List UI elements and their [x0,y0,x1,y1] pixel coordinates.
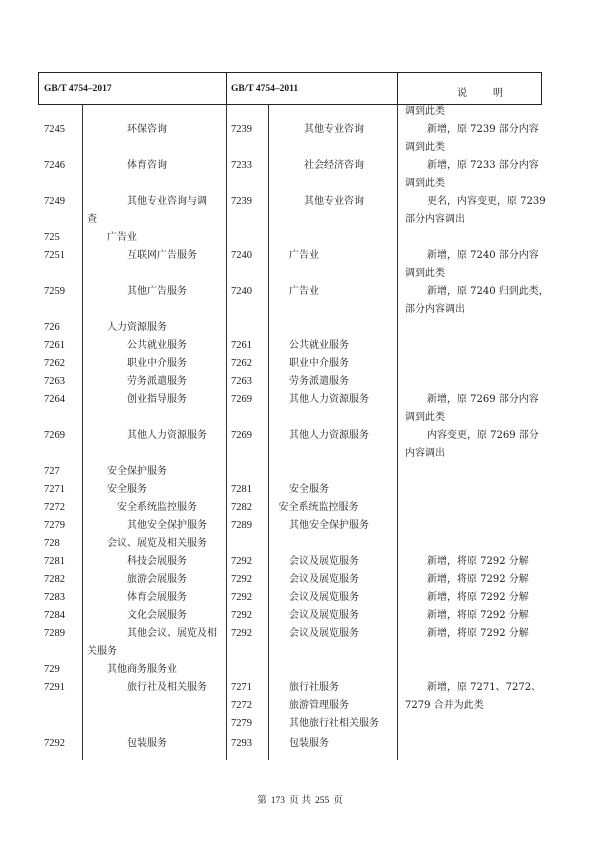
note: 内容调出 [405,448,445,459]
name-2011: 安全服务 [289,484,329,495]
code-2011: 7239 [231,124,252,135]
code-2017: 7251 [44,250,65,261]
note: 新增，原 7271、7272、 [427,682,542,693]
name-2011: 其他旅行社相关服务 [289,718,379,729]
name-2011: 旅行社服务 [289,682,339,693]
code-2011: 7272 [231,700,252,711]
name-2017: 其他会议、展览及相 [127,628,217,639]
name-2011: 劳务派遣服务 [289,376,349,387]
code-2011: 7279 [231,718,252,729]
note: 内容变更，原 7269 部分 [427,430,539,441]
name-2011: 会议及展览服务 [289,592,359,603]
column-divider [268,105,269,760]
name-2011: 职业中介服务 [289,358,349,369]
code-2017: 725 [44,232,60,243]
name-2017: 劳务派遣服务 [127,376,187,387]
name-2017: 体育会展服务 [127,592,187,603]
name-2011: 包装服务 [289,738,329,749]
code-2017: 7289 [44,628,65,639]
code-2017: 729 [44,664,60,675]
note: 调到此类 [405,178,445,189]
name-2017: 会议、展览及相关服务 [107,538,207,549]
note: 调到此类 [405,412,445,423]
code-2011: 7282 [231,502,252,513]
code-2011: 7289 [231,520,252,531]
name-2017: 其他广告服务 [127,286,187,297]
name-2011: 公共就业服务 [289,340,349,351]
code-2017: 7283 [44,592,65,603]
note: 新增，将原 7292 分解 [427,628,529,639]
code-2017: 7282 [44,574,65,585]
name-2011: 社会经济咨询 [304,160,364,171]
note: 调到此类 [405,106,445,117]
code-2011: 7262 [231,358,252,369]
footer-page-number: 173 [270,796,285,806]
code-2017: 7269 [44,430,65,441]
name-2011: 会议及展览服务 [289,610,359,621]
code-2011: 7269 [231,394,252,405]
note: 新增，将原 7292 分解 [427,556,529,567]
name-2017: 文化会展服务 [127,610,187,621]
name-2017: 互联网广告服务 [127,250,197,261]
code-2017: 7281 [44,556,65,567]
code-2011: 7292 [231,556,252,567]
name-2011: 会议及展览服务 [289,628,359,639]
name-2017: 广告业 [107,232,137,243]
note: 新增，原 7269 部分内容 [427,394,539,405]
note: 新增，原 7240 归到此类， [427,286,549,297]
name-2011: 其他专业咨询 [304,196,364,207]
code-2017: 7292 [44,738,65,749]
name-2011: 其他人力资源服务 [289,394,369,405]
name-2011: 会议及展览服务 [289,556,359,567]
code-2017: 726 [44,322,60,333]
note: 调到此类 [405,268,445,279]
code-2011: 7263 [231,376,252,387]
code-2011: 7281 [231,484,252,495]
code-2011: 7239 [231,196,252,207]
code-2011: 7292 [231,592,252,603]
name-2017: 创业指导服务 [127,394,187,405]
name-2011: 其他人力资源服务 [289,430,369,441]
name-2017: 安全系统监控服务 [117,502,197,513]
footer-pre: 第 [257,795,267,806]
note: 部分内容调出 [405,214,465,225]
code-2017: 7261 [44,340,65,351]
name-2011: 广告业 [289,250,319,261]
name-2011: 会议及展览服务 [289,574,359,585]
name-2017: 关服务 [87,646,117,657]
code-2017: 7262 [44,358,65,369]
name-2017: 公共就业服务 [127,340,187,351]
code-2011: 7240 [231,250,252,261]
name-2011: 其他专业咨询 [304,124,364,135]
code-2017: 7246 [44,160,65,171]
code-2011: 7240 [231,286,252,297]
code-2011: 7271 [231,682,252,693]
name-2011: 旅游管理服务 [289,700,349,711]
name-2017: 其他专业咨询与调 [127,196,207,207]
footer-mid: 页 共 [288,795,312,806]
footer-total-pages: 255 [315,796,330,806]
code-2017: 728 [44,538,60,549]
note: 新增，将原 7292 分解 [427,592,529,603]
note: 新增，原 7240 部分内容 [427,250,539,261]
header-divider [397,72,398,105]
code-2011: 7292 [231,574,252,585]
code-2011: 7292 [231,628,252,639]
code-2011: 7233 [231,160,252,171]
name-2017: 安全服务 [107,484,147,495]
name-2017: 其他人力资源服务 [127,430,207,441]
name-2017: 旅行社及相关服务 [127,682,207,693]
column-divider [226,105,227,760]
name-2017: 人力资源服务 [107,322,167,333]
code-2017: 7249 [44,196,65,207]
note: 新增，将原 7292 分解 [427,574,529,585]
name-2017: 环保咨询 [127,124,167,135]
code-2017: 7279 [44,520,65,531]
note: 新增，原 7233 部分内容 [427,160,539,171]
name-2011: 其他安全保护服务 [289,520,369,531]
header-note: 说明 [457,88,529,99]
name-2011: 安全系统监控服务 [278,502,359,513]
name-2017: 其他安全保护服务 [127,520,207,531]
code-2011: 7293 [231,738,252,749]
name-2011: 广告业 [289,286,319,297]
code-2017: 7263 [44,376,65,387]
code-2017: 7245 [44,124,65,135]
header-divider [226,72,227,105]
name-2017: 查 [87,214,97,225]
code-2011: 7269 [231,430,252,441]
code-2017: 7272 [44,502,65,513]
name-2017: 其他商务服务业 [107,664,177,675]
name-2017: 科技会展服务 [127,556,187,567]
code-2017: 7264 [44,394,65,405]
footer-post: 页 [333,795,343,806]
note: 调到此类 [405,142,445,153]
code-2011: 7292 [231,610,252,621]
code-2011: 7261 [231,340,252,351]
header-gb2011: GB/T 4754–2011 [231,84,299,94]
note: 新增，将原 7292 分解 [427,610,529,621]
name-2017: 安全保护服务 [107,466,167,477]
name-2017: 包装服务 [127,738,167,749]
note: 新增，原 7239 部分内容 [427,124,539,135]
header-gb2017: GB/T 4754–2017 [44,84,112,94]
code-2017: 727 [44,466,60,477]
name-2017: 体育咨询 [127,160,167,171]
name-2017: 旅游会展服务 [127,574,187,585]
note: 7279 合并为此类 [405,700,484,711]
code-2017: 7259 [44,286,65,297]
column-divider [397,105,398,760]
note: 更名，内容变更，原 7239 [427,196,546,207]
code-2017: 7291 [44,682,65,693]
column-divider [82,105,83,760]
page-footer [0,792,600,806]
note: 部分内容调出 [405,304,465,315]
code-2017: 7284 [44,610,65,621]
code-2017: 7271 [44,484,65,495]
name-2017: 职业中介服务 [127,358,187,369]
